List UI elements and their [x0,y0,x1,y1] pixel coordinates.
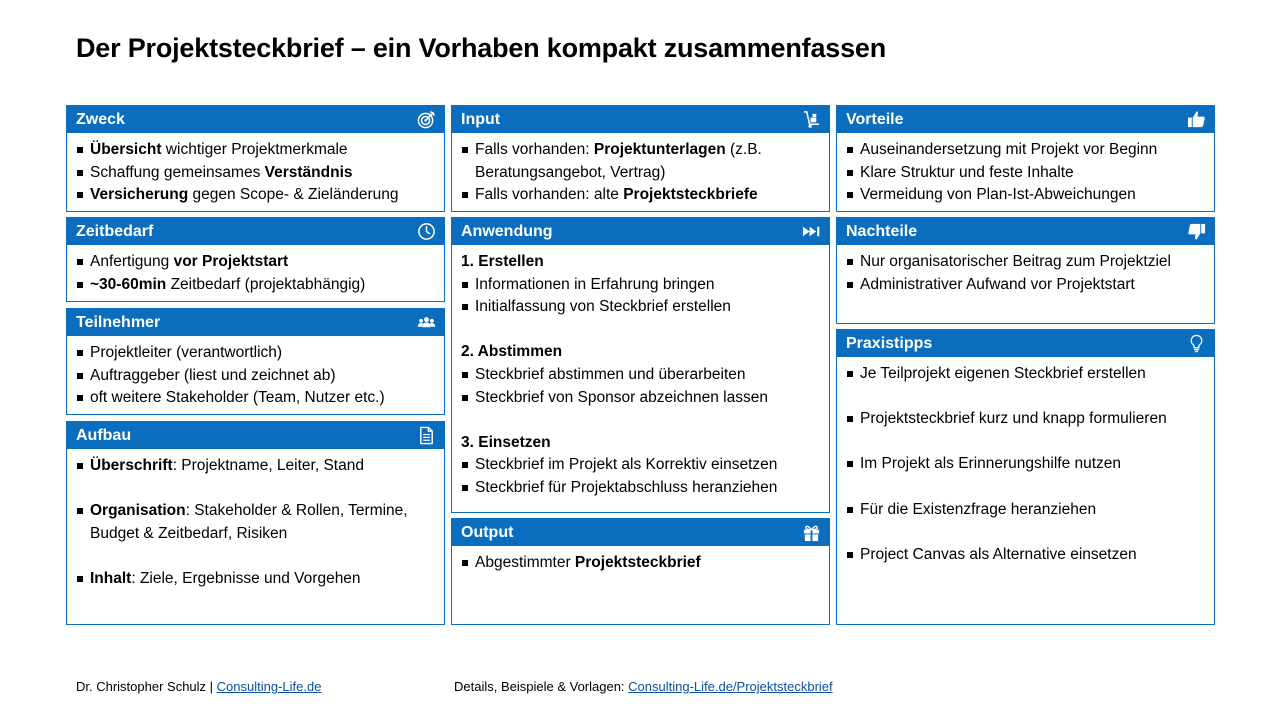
section-title: 2. Abstimmen [461,343,563,361]
list-item: Im Projekt als Erinnerungshilfe nutzen [846,453,1206,476]
card-body [837,133,1214,207]
list-item: Steckbrief im Projekt als Korrektiv einsetzen [461,454,821,477]
card-body [67,245,444,296]
list-item: Administrativer Aufwand vor Projektstart [846,274,1206,297]
list-item: Project Canvas als Alternative einsetzen [846,544,1206,567]
details-text: Details, Beispiele & Vorlagen: [454,679,629,694]
card-header [837,106,1214,133]
card-header [452,218,829,245]
card-title: Praxistipps [846,335,933,352]
card-title: Zweck [76,111,125,128]
list-item: Übersicht wichtiger Projektmerkmale [76,139,436,162]
list-item: Falls vorhanden: alte Projektsteckbriefe [461,184,821,207]
people-icon [417,313,436,332]
list-item: Vermeidung von Plan-Ist-Abweichungen [846,184,1206,207]
card-header [452,106,829,133]
list-item: Steckbrief für Projektabschluss heranziehen [461,477,821,500]
details-link[interactable]: Consulting-Life.de/Projektsteckbrief [628,679,833,694]
card-body [452,133,829,207]
card-title: Zeitbedarf [76,223,154,240]
card-body [67,133,444,207]
list-item: Initialfassung von Steckbrief erstellen [461,296,821,319]
list-item: Abgestimmter Projektsteckbrief [461,552,821,575]
card-nachteile [836,217,1215,324]
card-title: Vorteile [846,111,904,128]
list-item: Steckbrief von Sponsor abzeichnen lassen [461,387,821,410]
list-item: Anfertigung vor Projektstart [76,251,436,274]
card-header [67,218,444,245]
list-item: Informationen in Erfahrung bringen [461,274,821,297]
card-anwendung [451,217,830,513]
list-item: Projektsteckbrief kurz und knapp formulieren [846,408,1206,431]
card-title: Anwendung [461,223,553,240]
card-zeitbedarf [66,217,445,302]
card-header [67,422,444,449]
card-title: Output [461,524,514,541]
section-title: 3. Einsetzen [461,433,551,451]
card-title: Aufbau [76,427,132,444]
card-vorteile [836,105,1215,212]
card-header [67,309,444,336]
list-item: Versicherung gegen Scope- & Zieländerung [76,184,436,207]
list-item: Für die Existenzfrage heranziehen [846,499,1206,522]
thumbs-up-icon [1187,110,1206,129]
card-header [67,106,444,133]
card-output [451,518,830,625]
card-body [837,357,1214,566]
fast-forward-icon [802,222,821,241]
target-icon [417,110,436,129]
card-title: Input [461,111,501,128]
card-teilnehmer [66,308,445,415]
card-body [67,336,444,410]
author-link[interactable]: Consulting-Life.de [216,679,322,694]
list-item: Überschrift: Projektname, Leiter, Stand [76,455,436,478]
list-item: Organisation: Stakeholder & Rollen, Termine, Budget & Zeitbedarf, Risiken [76,500,436,545]
hand-truck-icon [802,110,821,129]
card-input [451,105,830,212]
card-praxistipps [836,329,1215,625]
list-item: Je Teilprojekt eigenen Steckbrief erstellen [846,363,1206,386]
list-item: ~30-60min Zeitbedarf (projektabhängig) [76,274,436,297]
card-body [452,546,829,575]
footer-author [76,679,321,694]
card-header [452,519,829,546]
card-header [837,330,1214,357]
list-item: Auftraggeber (liest und zeichnet ab) [76,365,436,388]
list-item: Steckbrief abstimmen und überarbeiten [461,364,821,387]
footer-details [454,679,833,694]
gift-icon [802,523,821,542]
list-item: Falls vorhanden: Projektunterlagen (z.B. Beratungsangebot, Vertrag) [461,139,821,184]
card-body [67,449,444,591]
section-title: 1. Erstellen [461,253,544,270]
lightbulb-icon [1187,334,1206,353]
author-text: Dr. Christopher Schulz | [76,679,217,694]
clock-icon [417,222,436,241]
list-item: oft weitere Stakeholder (Team, Nutzer etc.) [76,387,436,410]
card-header [837,218,1214,245]
card-title: Nachteile [846,223,918,240]
card-zweck [66,105,445,212]
thumbs-down-icon [1187,222,1206,241]
list-item: Inhalt: Ziele, Ergebnisse und Vorgehen [76,568,436,591]
card-body [452,245,829,500]
list-item: Nur organisatorischer Beitrag zum Projektziel [846,251,1206,274]
document-icon [417,426,436,445]
card-aufbau [66,421,445,625]
list-item: Schaffung gemeinsames Verständnis [76,162,436,185]
list-item: Auseinandersetzung mit Projekt vor Beginn [846,139,1206,162]
card-body [837,245,1214,296]
card-title: Teilnehmer [76,314,161,331]
page-title: Der Projektsteckbrief – ein Vorhaben kompakt zusammenfassen [76,33,886,63]
list-item: Klare Struktur und feste Inhalte [846,162,1206,185]
list-item: Projektleiter (verantwortlich) [76,342,436,365]
